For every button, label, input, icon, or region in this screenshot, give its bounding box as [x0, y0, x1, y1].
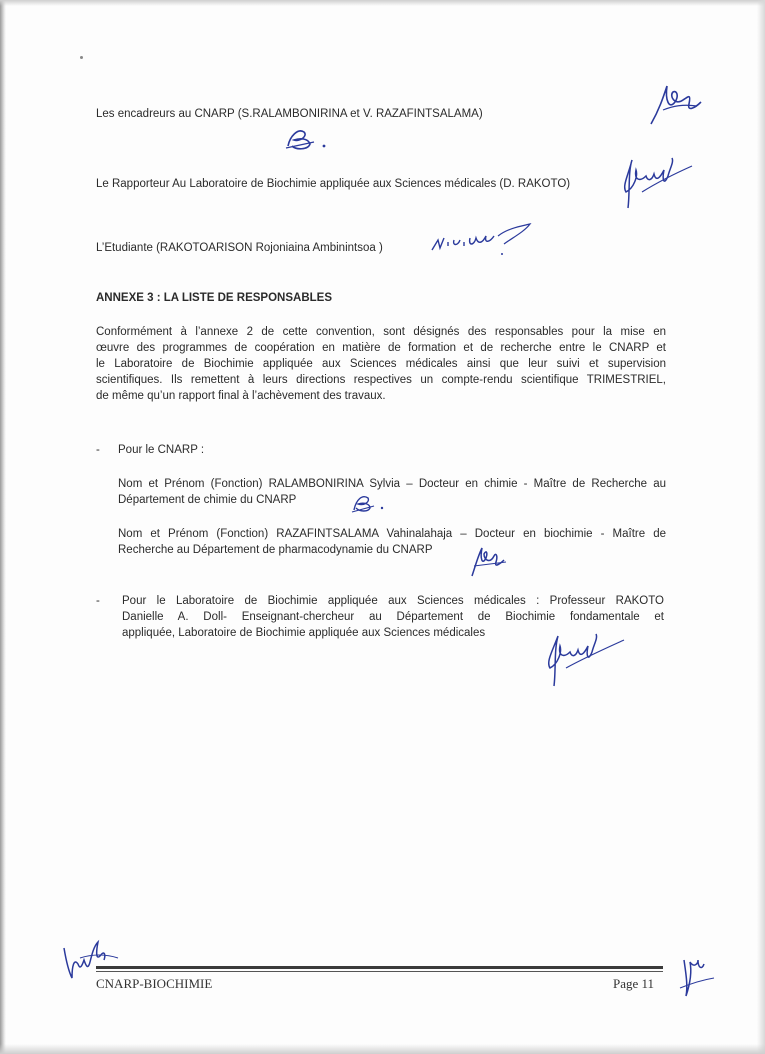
annex-heading: ANNEXE 3 : LA LISTE DE RESPONSABLES — [96, 292, 332, 304]
paragraph-line: scientifiques. Ils remettent à leurs directions respectives un compte-rendu scientifique TRIMESTRIEL, — [96, 374, 666, 386]
paragraph-line: appliquée, Laboratoire de Biochimie appliquée aux Sciences médicales — [122, 627, 486, 639]
signature-rakoto — [540, 628, 630, 690]
scan-edge-bottom — [0, 1044, 765, 1054]
cnarp-person-1 — [118, 476, 666, 508]
scan-speck — [80, 56, 83, 59]
scan-edge-top — [0, 0, 765, 6]
signature-etudiante — [428, 220, 536, 260]
paragraph-line: Recherche au Département de pharmacodynamie du CNARP — [118, 544, 433, 556]
footer-rule-thick — [96, 966, 663, 969]
cnarp-label: Pour le CNARP : — [118, 444, 205, 456]
cnarp-person-2 — [118, 526, 666, 558]
signature-ralambonirina — [348, 490, 390, 516]
paragraph-line: Nom et Prénom (Fonction) RAZAFINTSALAMA Vahinalahaja – Docteur en biochimie - Maître de — [118, 528, 666, 540]
page-number: Page 11 — [613, 976, 655, 991]
paragraph-line: Danielle A. Doll- Enseignant-chercheur au Département de Biochimie fondamentale et — [122, 611, 664, 623]
signature-rapporteur — [618, 152, 698, 214]
paragraph-line: Conformément à l’annexe 2 de cette convention, sont désignés des responsables pour la mise en — [96, 326, 666, 338]
rapporteur-line: Le Rapporteur Au Laboratoire de Biochimie appliquée aux Sciences médicales (D. RAKOTO) — [96, 178, 571, 190]
signature-encadreur-2 — [282, 124, 334, 154]
scan-edge-left — [0, 0, 6, 1054]
encadreurs-line: Les encadreurs au CNARP (S.RALAMBONIRINA et V. RAZAFINTSALAMA) — [96, 108, 483, 120]
signature-encadreur-1 — [645, 80, 707, 130]
paragraph-line: œuvre des programmes de coopération en matière de formation et de recherche entre le CNARP et — [96, 342, 666, 354]
footer-title: CNARP-BIOCHIMIE — [96, 976, 213, 991]
paragraph-line: Département de chimie du CNARP — [118, 494, 297, 506]
bullet-dash: - — [96, 595, 100, 607]
paragraph-line: Nom et Prénom (Fonction) RALAMBONIRINA Sylvia – Docteur en chimie - Maître de Recherche au — [118, 478, 666, 490]
signature-razafintsalama — [464, 544, 510, 580]
annex-intro-paragraph — [96, 324, 666, 404]
footer-rule-thin — [96, 971, 663, 972]
paragraph-line: le Laboratoire de Biochimie appliquée aux Sciences médicales ainsi que leur suivi et supervision — [96, 358, 666, 370]
paragraph-line: Pour le Laboratoire de Biochimie appliquée aux Sciences médicales : Professeur RAKOTO — [122, 595, 664, 607]
bullet-dash: - — [96, 444, 100, 456]
scan-edge-right — [757, 0, 765, 1054]
signature-footer-right — [676, 954, 718, 1000]
etudiante-line: L’Etudiante (RAKOTOARISON Rojoniaina Ambinintsoa ) — [96, 242, 383, 254]
paragraph-line: de même qu’un rapport final à l’achèvement des travaux. — [96, 390, 386, 402]
